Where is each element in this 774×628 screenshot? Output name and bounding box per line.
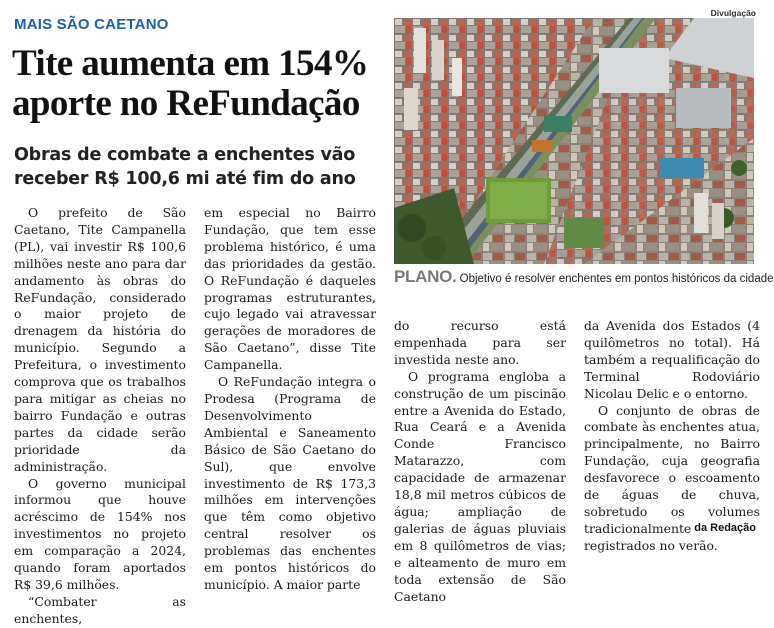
text-column-4	[584, 318, 760, 555]
text-column-3	[394, 318, 566, 605]
body-paragraph: em especial no Bairro Fundação, que tem esse problema histórico, é uma das prioridades da gestão. O ReFundação é daqueles programas estruturantes, cujo legado vai atravessar gerações de moradores de São Caetano”, disse Tite Campanella.	[204, 205, 376, 373]
text-column-1	[14, 205, 186, 628]
body-paragraph: O programa engloba a construção de um piscinão entre a Avenida do Estado, Rua Ceará e a Avenida Conde Francisco Matarazzo, com capacidade de armazenar 18,8 mil metros cúbicos de água; ampliação de galerias de águas pluviais em 8 quilômetros de vias; e alteamento de muro em toda extensão de São Caetano	[394, 368, 566, 604]
text-column-2	[204, 205, 376, 594]
subheadline: Obras de combate a enchentes vão receber R$ 100,6 mi até fim do ano	[14, 145, 356, 189]
section-kicker: MAIS SÃO CAETANO	[14, 16, 169, 33]
aerial-city-image	[394, 18, 754, 264]
photo-credit: Divulgação	[710, 8, 756, 18]
caption-label: PLANO.	[394, 267, 457, 286]
body-paragraph: da Avenida dos Estados (4 quilômetros no total). Há também a requalificação do Terminal Rodoviário Nicolau Delic e o entorno.	[584, 318, 760, 401]
body-paragraph: do recurso está empenhada para ser investida neste ano.	[394, 318, 566, 367]
body-paragraph: O conjunto de obras de combate às enchentes atua, principalmente, no Bairro Fundação, cuja geografia desfavorece o escoamento de águas de chuva, sobretudo os volumes tradicionalmente registrados no verão.	[584, 402, 760, 553]
caption-text: Objetivo é resolver enchentes em pontos históricos da cidade	[456, 273, 774, 285]
body-paragraph: O ReFundação integra o Prodesa (Programa de Desenvolvimento Ambiental e Saneamento Básico de São Caetano do Sul), que envolve investimento de R$ 173,3 milhões em intervenções que têm como objetivo central resolver os problemas das enchentes em pontos históricos do município. A maior parte	[204, 374, 376, 592]
headline: Tite aumenta em 154% aporte no ReFundação	[12, 43, 369, 124]
body-paragraph: O prefeito de São Caetano, Tite Campanella (PL), vai investir R$ 100,6 milhões neste ano para dar andamento às obras do ReFundação, considerado o maior projeto de drenagem da história do município. Segundo a Prefeitura, o investimento comprova que os trabalhos para mitigar as cheias no bairro Fundação e outras partes da cidade serão prioridade da administração.	[14, 205, 186, 474]
body-paragraph: “Combater as enchentes,	[14, 593, 186, 626]
byline: da Redação	[694, 522, 756, 534]
aerial-photo	[394, 18, 754, 264]
body-paragraph: O governo municipal informou que houve acréscimo de 154% nos investimentos no projeto em comparação a 2024, quando foram aportados R$ 39,6 milhões.	[14, 475, 186, 592]
photo-caption	[394, 267, 774, 287]
